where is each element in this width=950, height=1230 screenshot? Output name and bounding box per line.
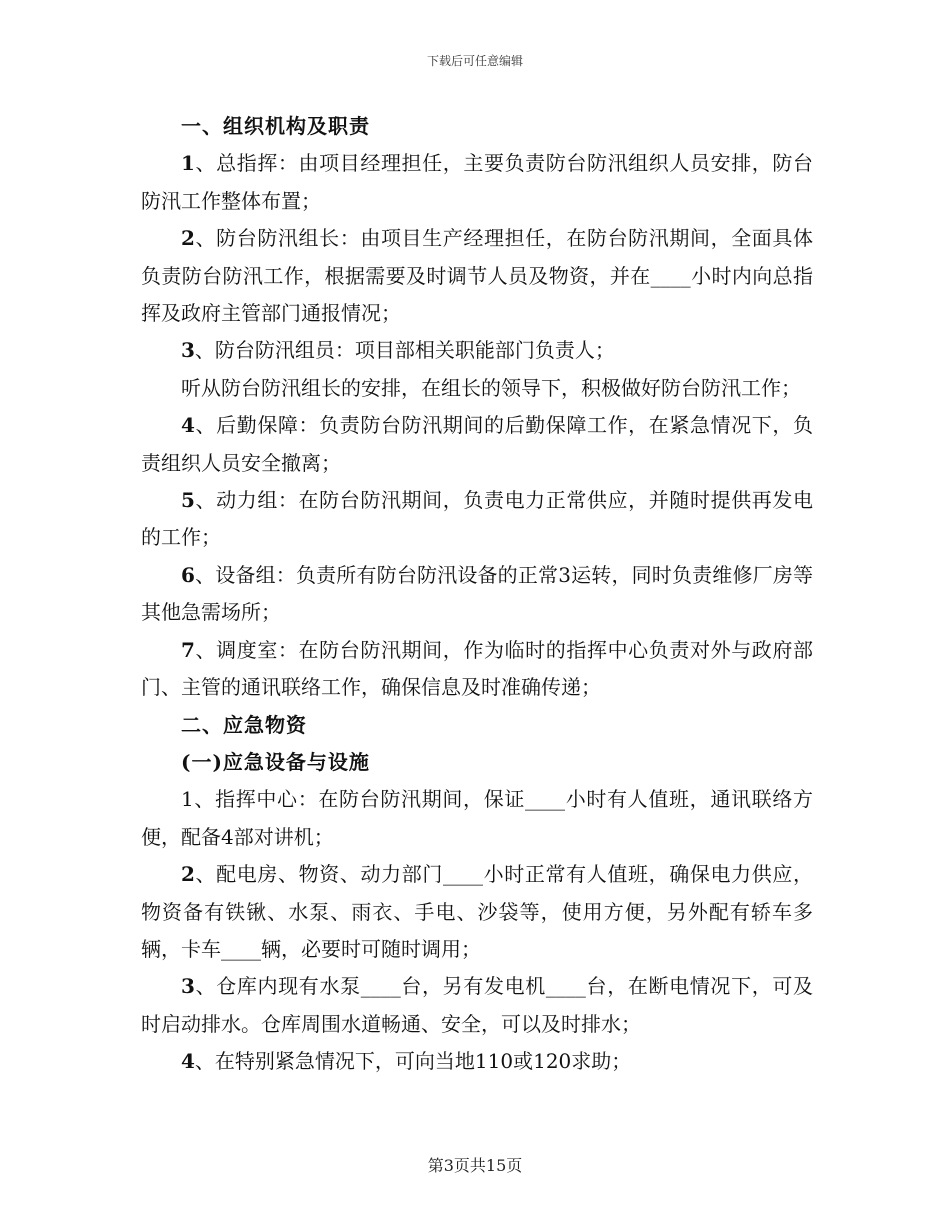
section-1-item-5 <box>141 482 813 557</box>
section-1-item-4 <box>141 407 813 482</box>
document-body <box>141 108 813 1081</box>
item-text: 、调度室：在防台防汛期间，作为临时的指挥中心负责对外与政府部门、主管的通讯联络工作，确保信息及时准确传递； <box>141 637 813 700</box>
section-2-subtitle: (一)应急设备与设施 <box>181 749 370 774</box>
item-number: 6 <box>181 562 195 587</box>
item-number: 3 <box>181 974 195 999</box>
item-text: 听从防台防汛组长的安排，在组长的领导下，积极做好防台防汛工作； <box>181 375 801 400</box>
section-1-item-1 <box>141 145 813 220</box>
item-text: 、防台防汛组长：由项目生产经理担任，在防台防汛期间，全面具体负责防台防汛工作，根据需要及时调节人员及物资，并在____小时内向总指挥及政府主管部门通报情况； <box>141 226 813 326</box>
item-text: 、设备组：负责所有防台防汛设备的正常3运转，同时负责维修厂房等其他急需场所； <box>141 562 813 625</box>
item-text: 、动力组：在防台防汛期间，负责电力正常供应，并随时提供再发电的工作； <box>141 488 813 550</box>
item-number: 4 <box>181 413 195 438</box>
item-text: 、后勤保障：负责防台防汛期间的后勤保障工作，在紧急情况下，负责组织人员安全撤离； <box>141 413 813 475</box>
item-text: 、仓库内现有水泵____台，另有发电机____台，在断电情况下，可及时启动排水。仓库周围水道畅通、安全，可以及时排水； <box>141 974 813 1036</box>
item-text: 、总指挥：由项目经理担任，主要负责防台防汛组织人员安排，防台防汛工作整体布置； <box>141 151 813 213</box>
section-1-title: 一、组织机构及职责 <box>181 114 370 138</box>
page-header: 下载后可任意编辑 <box>426 54 523 68</box>
section-1-item-3 <box>141 332 813 369</box>
section-2-item-3 <box>141 968 813 1043</box>
page-number-footer: 第3页共15页 <box>427 1156 523 1175</box>
item-number: 4 <box>181 1049 195 1074</box>
item-number: 5 <box>181 488 195 513</box>
section-1-item-2 <box>141 220 813 332</box>
section-2-item-4 <box>141 1043 813 1080</box>
item-number: 1 <box>181 787 194 812</box>
section-2-title: 二、应急物资 <box>181 712 307 737</box>
section-1-item-3-detail <box>141 370 813 407</box>
item-text: 、指挥中心：在防台防汛期间，保证____小时有人值班，通讯联络方便，配备4部对讲机； <box>141 787 813 849</box>
item-number: 1 <box>181 151 195 176</box>
item-number: 2 <box>181 226 195 251</box>
item-text: 、在特别紧急情况下，可向当地110或120求助； <box>194 1049 632 1074</box>
item-number: 7 <box>181 637 195 662</box>
section-1-item-7 <box>141 632 813 707</box>
item-text: 、配电房、物资、动力部门____小时正常有人值班，确保电力供应，物资备有铁锹、水泵、雨衣、手电、沙袋等，使用方便，另外配有轿车多辆，卡车____辆，必要时可随时调用； <box>141 862 813 961</box>
section-1-item-6 <box>141 557 813 632</box>
item-text: 、防台防汛组员：项目部相关职能部门负责人； <box>194 338 615 363</box>
section-2-item-1 <box>141 781 813 856</box>
item-number: 3 <box>181 338 195 363</box>
item-number: 2 <box>181 862 195 887</box>
section-2-item-2 <box>141 856 813 968</box>
